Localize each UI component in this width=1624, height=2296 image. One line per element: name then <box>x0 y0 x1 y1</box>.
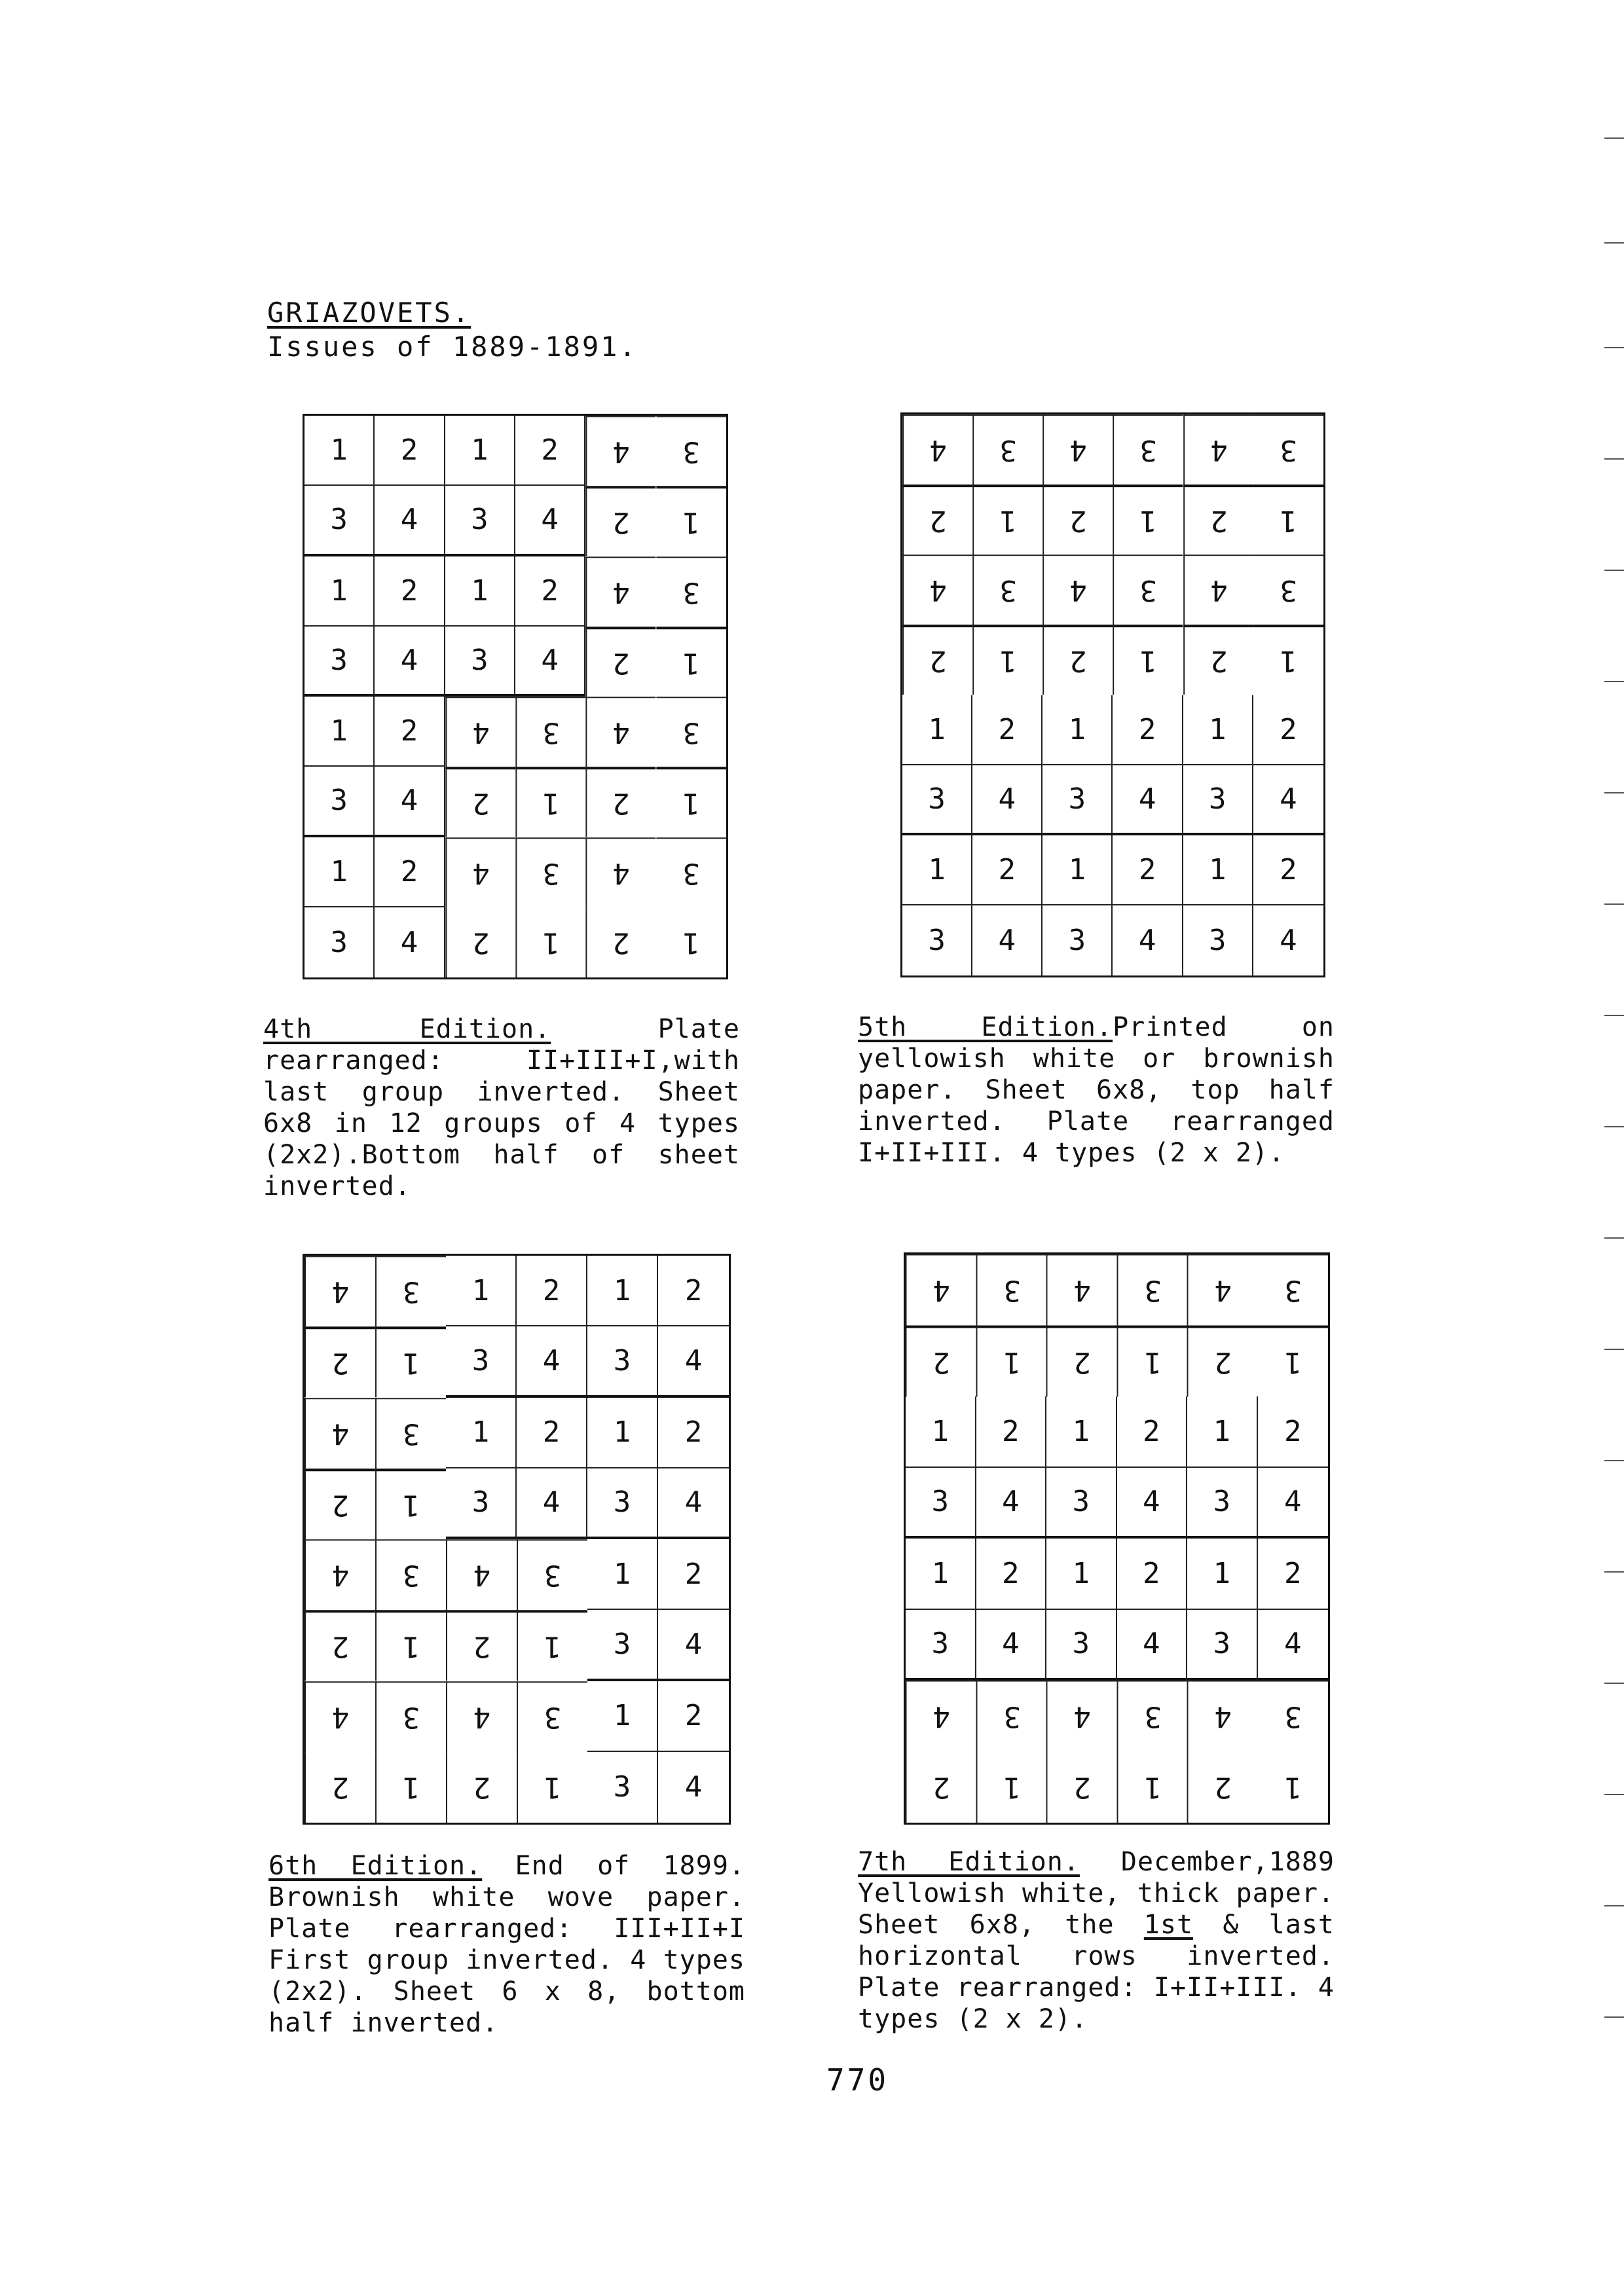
grid-cell: 4 <box>517 1468 587 1539</box>
grid-cell: 3 <box>515 837 585 907</box>
grid-cell: 4 <box>976 1468 1047 1539</box>
grid-cell: 4 <box>1258 1468 1329 1539</box>
grid-cell: 2 <box>1046 1752 1117 1823</box>
caption-6th-edition <box>268 1850 745 2039</box>
grid-cell: 2 <box>375 837 445 907</box>
grid-cell: 2 <box>906 1326 976 1397</box>
grid-cell: 3 <box>446 1326 517 1397</box>
edge-mark <box>1604 570 1624 571</box>
edge-mark <box>1604 137 1624 139</box>
grid-cell: 4 <box>1258 1610 1329 1681</box>
grid-cell: 4 <box>515 486 585 556</box>
grid-cell: 4 <box>1113 765 1183 835</box>
grid-cell: 1 <box>1183 835 1253 905</box>
grid-cell: 3 <box>304 767 375 837</box>
grid-cell: 1 <box>375 1468 446 1539</box>
grid-cell: 2 <box>1113 835 1183 905</box>
grid-cell: 1 <box>515 907 585 977</box>
grid-cell: 4 <box>375 907 445 977</box>
caption-lead: 5th Edition. <box>858 1012 1113 1042</box>
grid-cell: 2 <box>1183 625 1253 695</box>
edge-mark <box>1604 1683 1624 1684</box>
grid-cell: 2 <box>446 1610 517 1681</box>
grid-cell: 1 <box>587 1681 658 1752</box>
grid-cell: 3 <box>976 1681 1047 1752</box>
grid-cell: 1 <box>445 416 515 486</box>
grid-cell: 3 <box>587 1326 658 1397</box>
grid-cell: 1 <box>1046 1396 1117 1468</box>
grid-cell: 4 <box>585 416 655 486</box>
grid-cell: 1 <box>375 1610 446 1681</box>
grid-cell: 2 <box>304 1610 375 1681</box>
grid-cell: 2 <box>1187 1752 1258 1823</box>
grid-cell: 3 <box>304 627 375 697</box>
grid-cell: 1 <box>656 486 726 556</box>
grid-cell: 1 <box>446 1398 517 1468</box>
grid-cell: 2 <box>1043 625 1113 695</box>
grid-cell: 4 <box>585 837 655 907</box>
grid-cell: 1 <box>1253 625 1323 695</box>
grid-cell: 3 <box>1046 1610 1117 1681</box>
caption-lead: 7th Edition. <box>858 1847 1080 1877</box>
grid-cell: 3 <box>1183 905 1253 975</box>
grid-cell: 4 <box>304 1681 375 1752</box>
grid-cell: 2 <box>1043 484 1113 555</box>
grid-cell: 2 <box>515 556 585 627</box>
grid-cell: 3 <box>304 486 375 556</box>
grid-cell: 1 <box>1284 1770 1302 1804</box>
grid-cell: 1 <box>587 1398 658 1468</box>
caption-4th-edition <box>263 1013 740 1202</box>
grid-cell: 4 <box>445 837 515 907</box>
grid-cell: 1 <box>515 767 585 837</box>
grid-cell: 1 <box>906 1539 976 1610</box>
grid-cell: 2 <box>585 767 655 837</box>
grid-cell: 4 <box>1046 1681 1117 1752</box>
grid-cell: 3 <box>375 1539 446 1610</box>
grid-cell: 4 <box>1183 555 1253 625</box>
grid-cell: 3 <box>515 697 585 767</box>
grid-cell: 2 <box>446 1752 517 1823</box>
grid-cell: 4 <box>1280 923 1297 957</box>
caption-body: Plate rearranged: II+III+I,with last group inverted. Sheet 6x8 in 12 groups of 4 types (2x2).Bottom half of sheet inverted. <box>263 1014 740 1201</box>
grid-cell: 3 <box>1253 414 1323 484</box>
grid-cell: 1 <box>445 556 515 627</box>
grid-cell: 4 <box>585 697 655 767</box>
grid-cell: 4 <box>906 1681 976 1752</box>
sheet-grid-7th-edition <box>904 1252 1330 1825</box>
grid-cell: 4 <box>445 697 515 767</box>
grid-cell: 1 <box>976 1752 1047 1823</box>
grid-cell: 4 <box>1183 414 1253 484</box>
grid-cell: 3 <box>1183 765 1253 835</box>
grid-cell: 3 <box>304 907 375 977</box>
grid-cell: 4 <box>375 627 445 697</box>
grid-cell: 2 <box>976 1539 1047 1610</box>
grid-cell: 1 <box>1043 695 1113 765</box>
grid-cell: 4 <box>304 1398 375 1468</box>
grid-cell: 2 <box>375 556 445 627</box>
edge-mark <box>1604 1126 1624 1127</box>
grid-cell: 1 <box>517 1752 587 1823</box>
grid-cell: 4 <box>1113 905 1183 975</box>
grid-cell: 4 <box>902 555 972 625</box>
grid-cell: 4 <box>304 1256 375 1326</box>
grid-cell: 4 <box>906 1254 976 1326</box>
grid-cell: 4 <box>1187 1254 1258 1326</box>
grid-cell: 4 <box>1253 765 1323 835</box>
grid-cell: 3 <box>1258 1681 1329 1752</box>
grid-cell: 4 <box>1117 1610 1188 1681</box>
grid-cell: 2 <box>304 1326 375 1397</box>
grid-cell: 1 <box>976 1326 1047 1397</box>
grid-cell: 1 <box>656 767 726 837</box>
grid-cell: 2 <box>585 907 655 977</box>
caption-body: Printed on yellowish white or brownish paper. Sheet 6x8, top half inverted. Plate rearranged I+II+III. 4 types (2 x 2). <box>858 1012 1335 1168</box>
grid-cell: 4 <box>446 1681 517 1752</box>
grid-cell: 2 <box>517 1398 587 1468</box>
grid-cell: 3 <box>375 1256 446 1326</box>
sheet-grid-5th-edition <box>900 412 1325 977</box>
sheet-grid-6th-edition <box>303 1254 731 1825</box>
grid-cell: 1 <box>902 695 972 765</box>
grid-cell: 1 <box>517 1610 587 1681</box>
grid-cell: 3 <box>517 1539 587 1610</box>
grid-cell: 2 <box>1253 695 1323 765</box>
grid-cell: 1 <box>304 837 375 907</box>
grid-cell: 1 <box>1117 1752 1188 1823</box>
grid-cell: 2 <box>375 416 445 486</box>
grid-cell: 2 <box>1258 1396 1329 1468</box>
grid-cell: 2 <box>658 1539 729 1610</box>
grid-cell: 2 <box>902 484 972 555</box>
grid-cell: 3 <box>906 1610 976 1681</box>
grid-cell: 1 <box>1258 1326 1329 1397</box>
grid-cell: 1 <box>1046 1539 1117 1610</box>
grid-cell: 4 <box>375 767 445 837</box>
caption-lead: 4th Edition. <box>263 1014 551 1044</box>
edge-mark <box>1604 792 1624 793</box>
grid-cell: 1 <box>375 1752 446 1823</box>
grid-cell: 1 <box>304 556 375 627</box>
grid-cell: 4 <box>972 765 1043 835</box>
grid-cell: 2 <box>1117 1396 1188 1468</box>
grid-cell: 2 <box>1187 1326 1258 1397</box>
grid-cell: 2 <box>1113 695 1183 765</box>
grid-cell: 3 <box>1113 555 1183 625</box>
grid-cell: 4 <box>517 1326 587 1397</box>
grid-cell: 1 <box>587 1539 658 1610</box>
grid-cell: 4 <box>515 627 585 697</box>
grid-cell: 4 <box>1046 1254 1117 1326</box>
grid-cell: 2 <box>1117 1539 1188 1610</box>
edge-mark <box>1604 458 1624 460</box>
grid-cell: 2 <box>658 1398 729 1468</box>
edge-mark <box>1604 1015 1624 1016</box>
grid-cell: 3 <box>1043 765 1113 835</box>
grid-cell: 3 <box>1253 555 1323 625</box>
caption-5th-edition <box>858 1011 1335 1169</box>
grid-cell: 4 <box>972 905 1043 975</box>
heading-subtitle: Issues of 1889-1891. <box>267 331 638 363</box>
edge-mark <box>1604 1237 1624 1239</box>
grid-cell: 2 <box>517 1256 587 1326</box>
grid-cell: 1 <box>972 625 1043 695</box>
grid-cell: 1 <box>1117 1326 1188 1397</box>
grid-cell: 2 <box>906 1752 976 1823</box>
caption-body: December,1889 Yellowish white, thick paper. Sheet 6x8, the <box>858 1847 1335 1940</box>
grid-cell: 1 <box>1187 1396 1258 1468</box>
grid-cell: 4 <box>585 556 655 627</box>
edge-mark <box>1604 1571 1624 1573</box>
grid-cell: 1 <box>1113 625 1183 695</box>
grid-cell: 1 <box>1043 835 1113 905</box>
page-number: 770 <box>826 2062 889 2098</box>
grid-cell: 2 <box>445 907 515 977</box>
grid-cell: 1 <box>972 484 1043 555</box>
grid-cell: 3 <box>906 1468 976 1539</box>
sheet-grid-4th-edition <box>303 414 728 979</box>
grid-cell: 3 <box>1046 1468 1117 1539</box>
grid-cell: 1 <box>587 1256 658 1326</box>
grid-cell: 2 <box>304 1752 375 1823</box>
caption-body: End of 1899. Brownish white wove paper. Plate rearranged: III+II+I First group inverted. 4 types (2x2). Sheet 6 x 8, bottom half inverted. <box>268 1851 745 2038</box>
grid-cell: 4 <box>1043 555 1113 625</box>
grid-cell: 2 <box>658 1256 729 1326</box>
grid-cell: 3 <box>587 1610 658 1681</box>
grid-cell: 2 <box>1046 1326 1117 1397</box>
grid-cell: 2 <box>972 695 1043 765</box>
grid-cell: 3 <box>587 1468 658 1539</box>
grid-cell: 2 <box>976 1396 1047 1468</box>
grid-cell: 2 <box>972 835 1043 905</box>
grid-cell: 3 <box>587 1752 658 1823</box>
grid-cell: 3 <box>656 416 726 486</box>
grid-cell: 2 <box>585 627 655 697</box>
grid-cell: 2 <box>1183 484 1253 555</box>
grid-cell: 1 <box>375 1326 446 1397</box>
grid-cell: 4 <box>446 1539 517 1610</box>
grid-cell: 3 <box>445 627 515 697</box>
grid-cell: 1 <box>1183 695 1253 765</box>
grid-cell: 3 <box>972 414 1043 484</box>
grid-cell: 3 <box>656 837 726 907</box>
edge-mark <box>1604 1349 1624 1350</box>
grid-cell: 3 <box>517 1681 587 1752</box>
grid-cell: 4 <box>976 1610 1047 1681</box>
edge-mark <box>1604 347 1624 348</box>
grid-cell: 2 <box>1258 1539 1329 1610</box>
grid-cell: 2 <box>445 767 515 837</box>
grid-cell: 3 <box>1113 414 1183 484</box>
caption-7th-edition <box>858 1846 1335 2035</box>
grid-cell: 2 <box>304 1468 375 1539</box>
grid-cell: 3 <box>972 555 1043 625</box>
grid-cell: 1 <box>1187 1539 1258 1610</box>
grid-cell: 4 <box>658 1610 729 1681</box>
grid-cell: 3 <box>1258 1254 1329 1326</box>
grid-cell: 2 <box>375 697 445 767</box>
grid-cell: 2 <box>585 486 655 556</box>
page-heading <box>267 296 638 364</box>
grid-cell: 3 <box>1043 905 1113 975</box>
heading-title: GRIAZOVETS. <box>267 297 471 329</box>
grid-cell: 4 <box>1187 1681 1258 1752</box>
grid-cell: 4 <box>658 1468 729 1539</box>
edge-mark <box>1604 242 1624 244</box>
caption-underlined: 1st <box>1143 1910 1194 1940</box>
edge-mark <box>1604 681 1624 682</box>
grid-cell: 1 <box>1253 484 1323 555</box>
grid-cell: 1 <box>446 1256 517 1326</box>
grid-cell: 4 <box>1117 1468 1188 1539</box>
grid-cell: 4 <box>1043 414 1113 484</box>
grid-cell: 1 <box>1113 484 1183 555</box>
caption-lead: 6th Edition. <box>268 1851 483 1881</box>
grid-cell: 3 <box>902 905 972 975</box>
caption-body-end: & last horizontal rows inverted. Plate rearranged: I+II+III. 4 types (2 x 2). <box>858 1910 1335 2034</box>
grid-cell: 3 <box>1117 1681 1188 1752</box>
grid-cell: 1 <box>656 627 726 697</box>
grid-cell: 3 <box>1187 1468 1258 1539</box>
grid-cell: 4 <box>658 1326 729 1397</box>
grid-cell: 3 <box>445 486 515 556</box>
edge-mark <box>1604 1905 1624 1906</box>
edge-mark <box>1604 903 1624 905</box>
grid-cell: 1 <box>682 925 700 959</box>
grid-cell: 3 <box>446 1468 517 1539</box>
grid-cell: 4 <box>375 486 445 556</box>
grid-cell: 1 <box>304 416 375 486</box>
edge-mark <box>1604 1460 1624 1461</box>
grid-cell: 2 <box>658 1681 729 1752</box>
grid-cell: 4 <box>902 414 972 484</box>
grid-cell: 3 <box>1117 1254 1188 1326</box>
grid-cell: 1 <box>304 697 375 767</box>
grid-cell: 3 <box>1187 1610 1258 1681</box>
grid-cell: 4 <box>684 1770 703 1804</box>
grid-cell: 3 <box>656 697 726 767</box>
grid-cell: 2 <box>515 416 585 486</box>
grid-cell: 2 <box>1253 835 1323 905</box>
grid-cell: 3 <box>375 1398 446 1468</box>
grid-cell: 1 <box>902 835 972 905</box>
grid-cell: 2 <box>902 625 972 695</box>
grid-cell: 3 <box>902 765 972 835</box>
grid-cell: 3 <box>656 556 726 627</box>
edge-mark <box>1604 2016 1624 2018</box>
grid-cell: 4 <box>304 1539 375 1610</box>
grid-cell: 3 <box>375 1681 446 1752</box>
grid-cell: 1 <box>906 1396 976 1468</box>
edge-mark <box>1604 1794 1624 1795</box>
grid-cell: 3 <box>976 1254 1047 1326</box>
